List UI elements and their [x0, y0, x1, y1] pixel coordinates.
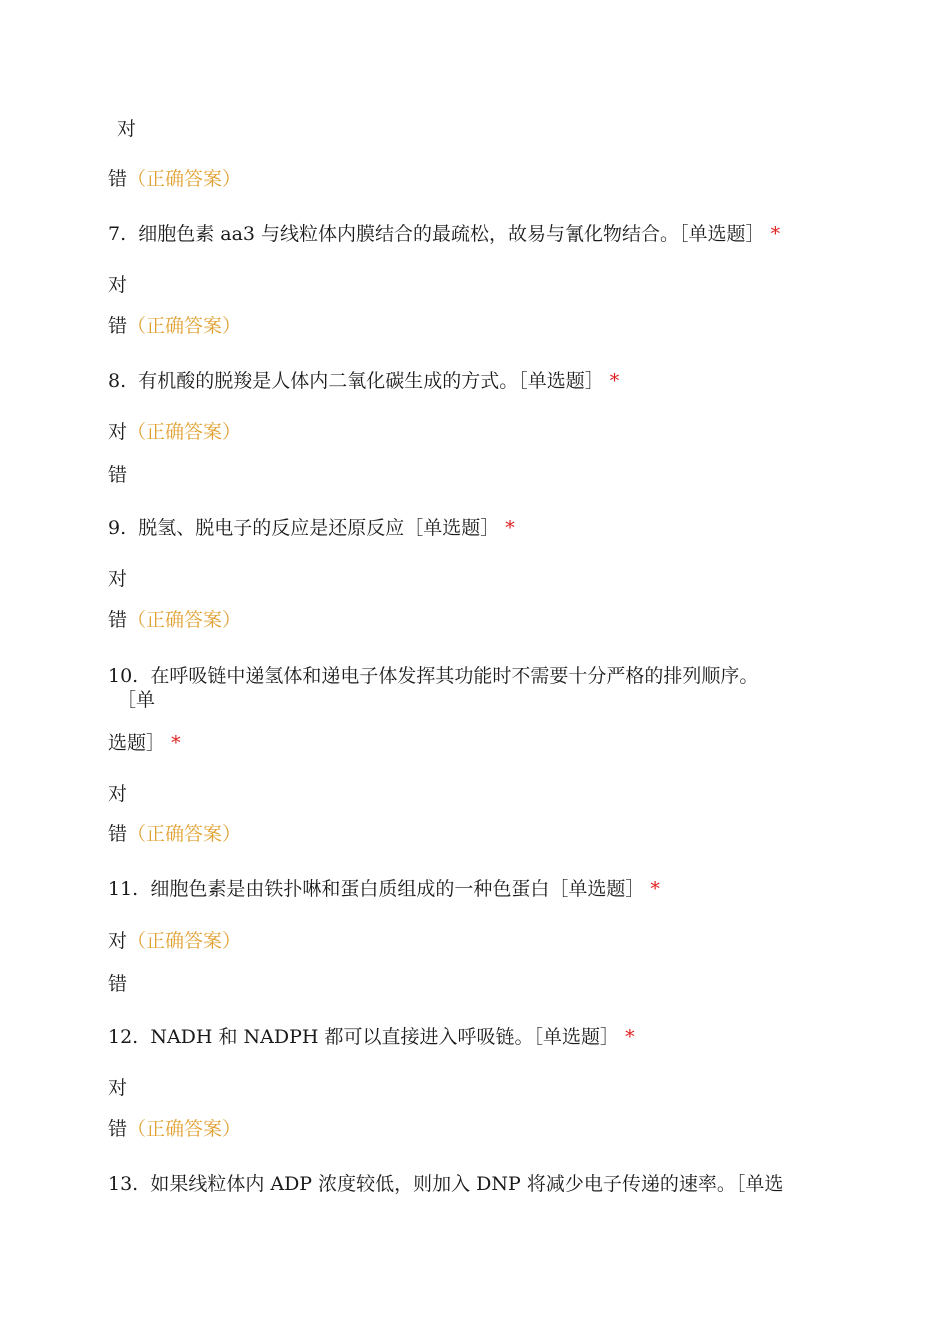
correct-answer-tag: （正确答案） [127, 421, 242, 443]
option-true: 对 [108, 783, 128, 805]
option-true: 对（正确答案） [108, 930, 242, 952]
question-text: 脱氢、脱电子的反应是还原反应［单选题］ [138, 517, 500, 539]
option-false: 错（正确答案） [108, 315, 242, 337]
correct-answer-tag: （正确答案） [127, 1118, 242, 1140]
correct-answer-tag: （正确答案） [127, 315, 242, 337]
question-text-line3: 选题］ * [108, 732, 181, 754]
correct-answer-tag: （正确答案） [127, 930, 242, 952]
option-false: 错（正确答案） [108, 823, 242, 845]
option-true: 对 [108, 274, 128, 296]
question-text: 细胞色素是由铁扑啉和蛋白质组成的一种色蛋白［单选题］ [150, 878, 645, 900]
question-text-line2: ［单 [117, 689, 156, 711]
question-number: 13. [108, 1173, 139, 1195]
correct-answer-tag: （正确答案） [127, 168, 242, 190]
option-true: 对 [108, 568, 128, 590]
question-text: NADH 和 NADPH 都可以直接进入呼吸链。［单选题］ [150, 1026, 620, 1048]
question-9 [108, 516, 515, 540]
question-13 [108, 1172, 783, 1196]
question-number: 12. [108, 1026, 139, 1048]
required-mark: * [625, 1026, 635, 1048]
required-mark: * [770, 223, 781, 245]
correct-answer-tag: （正确答案） [127, 823, 242, 845]
question-number: 10. [108, 665, 139, 687]
question-number: 9. [108, 517, 127, 539]
question-text: 如果线粒体内 ADP 浓度较低，则加入 DNP 将减少电子传递的速率。［单选 [150, 1173, 784, 1195]
required-mark: * [171, 732, 181, 754]
question-number: 11. [108, 878, 139, 900]
option-true: 对 [108, 1077, 128, 1099]
required-mark: * [609, 370, 620, 392]
option-false: 错 [108, 973, 128, 995]
required-mark: * [650, 878, 660, 900]
question-text-line1: 在呼吸链中递氢体和递电子体发挥其功能时不需要十分严格的排列顺序。 [150, 665, 759, 687]
question-text: 细胞色素 aa3 与线粒体内膜结合的最疏松，故易与氰化物结合。［单选题］ [138, 223, 765, 245]
option-false: 错 [108, 464, 128, 486]
option-true: 对（正确答案） [108, 421, 242, 443]
question-text: 有机酸的脱羧是人体内二氧化碳生成的方式。［单选题］ [138, 370, 604, 392]
option-true: 对 [117, 118, 137, 140]
correct-answer-tag: （正确答案） [127, 609, 242, 631]
question-8 [108, 369, 619, 393]
option-false: 错（正确答案） [108, 168, 242, 190]
question-number: 8. [108, 370, 127, 392]
question-11 [108, 877, 660, 901]
question-10 [108, 664, 758, 688]
option-false: 错（正确答案） [108, 1118, 242, 1140]
option-false: 错（正确答案） [108, 609, 242, 631]
question-number: 7. [108, 223, 127, 245]
question-7 [108, 222, 780, 246]
question-12 [108, 1025, 635, 1049]
required-mark: * [505, 517, 515, 539]
